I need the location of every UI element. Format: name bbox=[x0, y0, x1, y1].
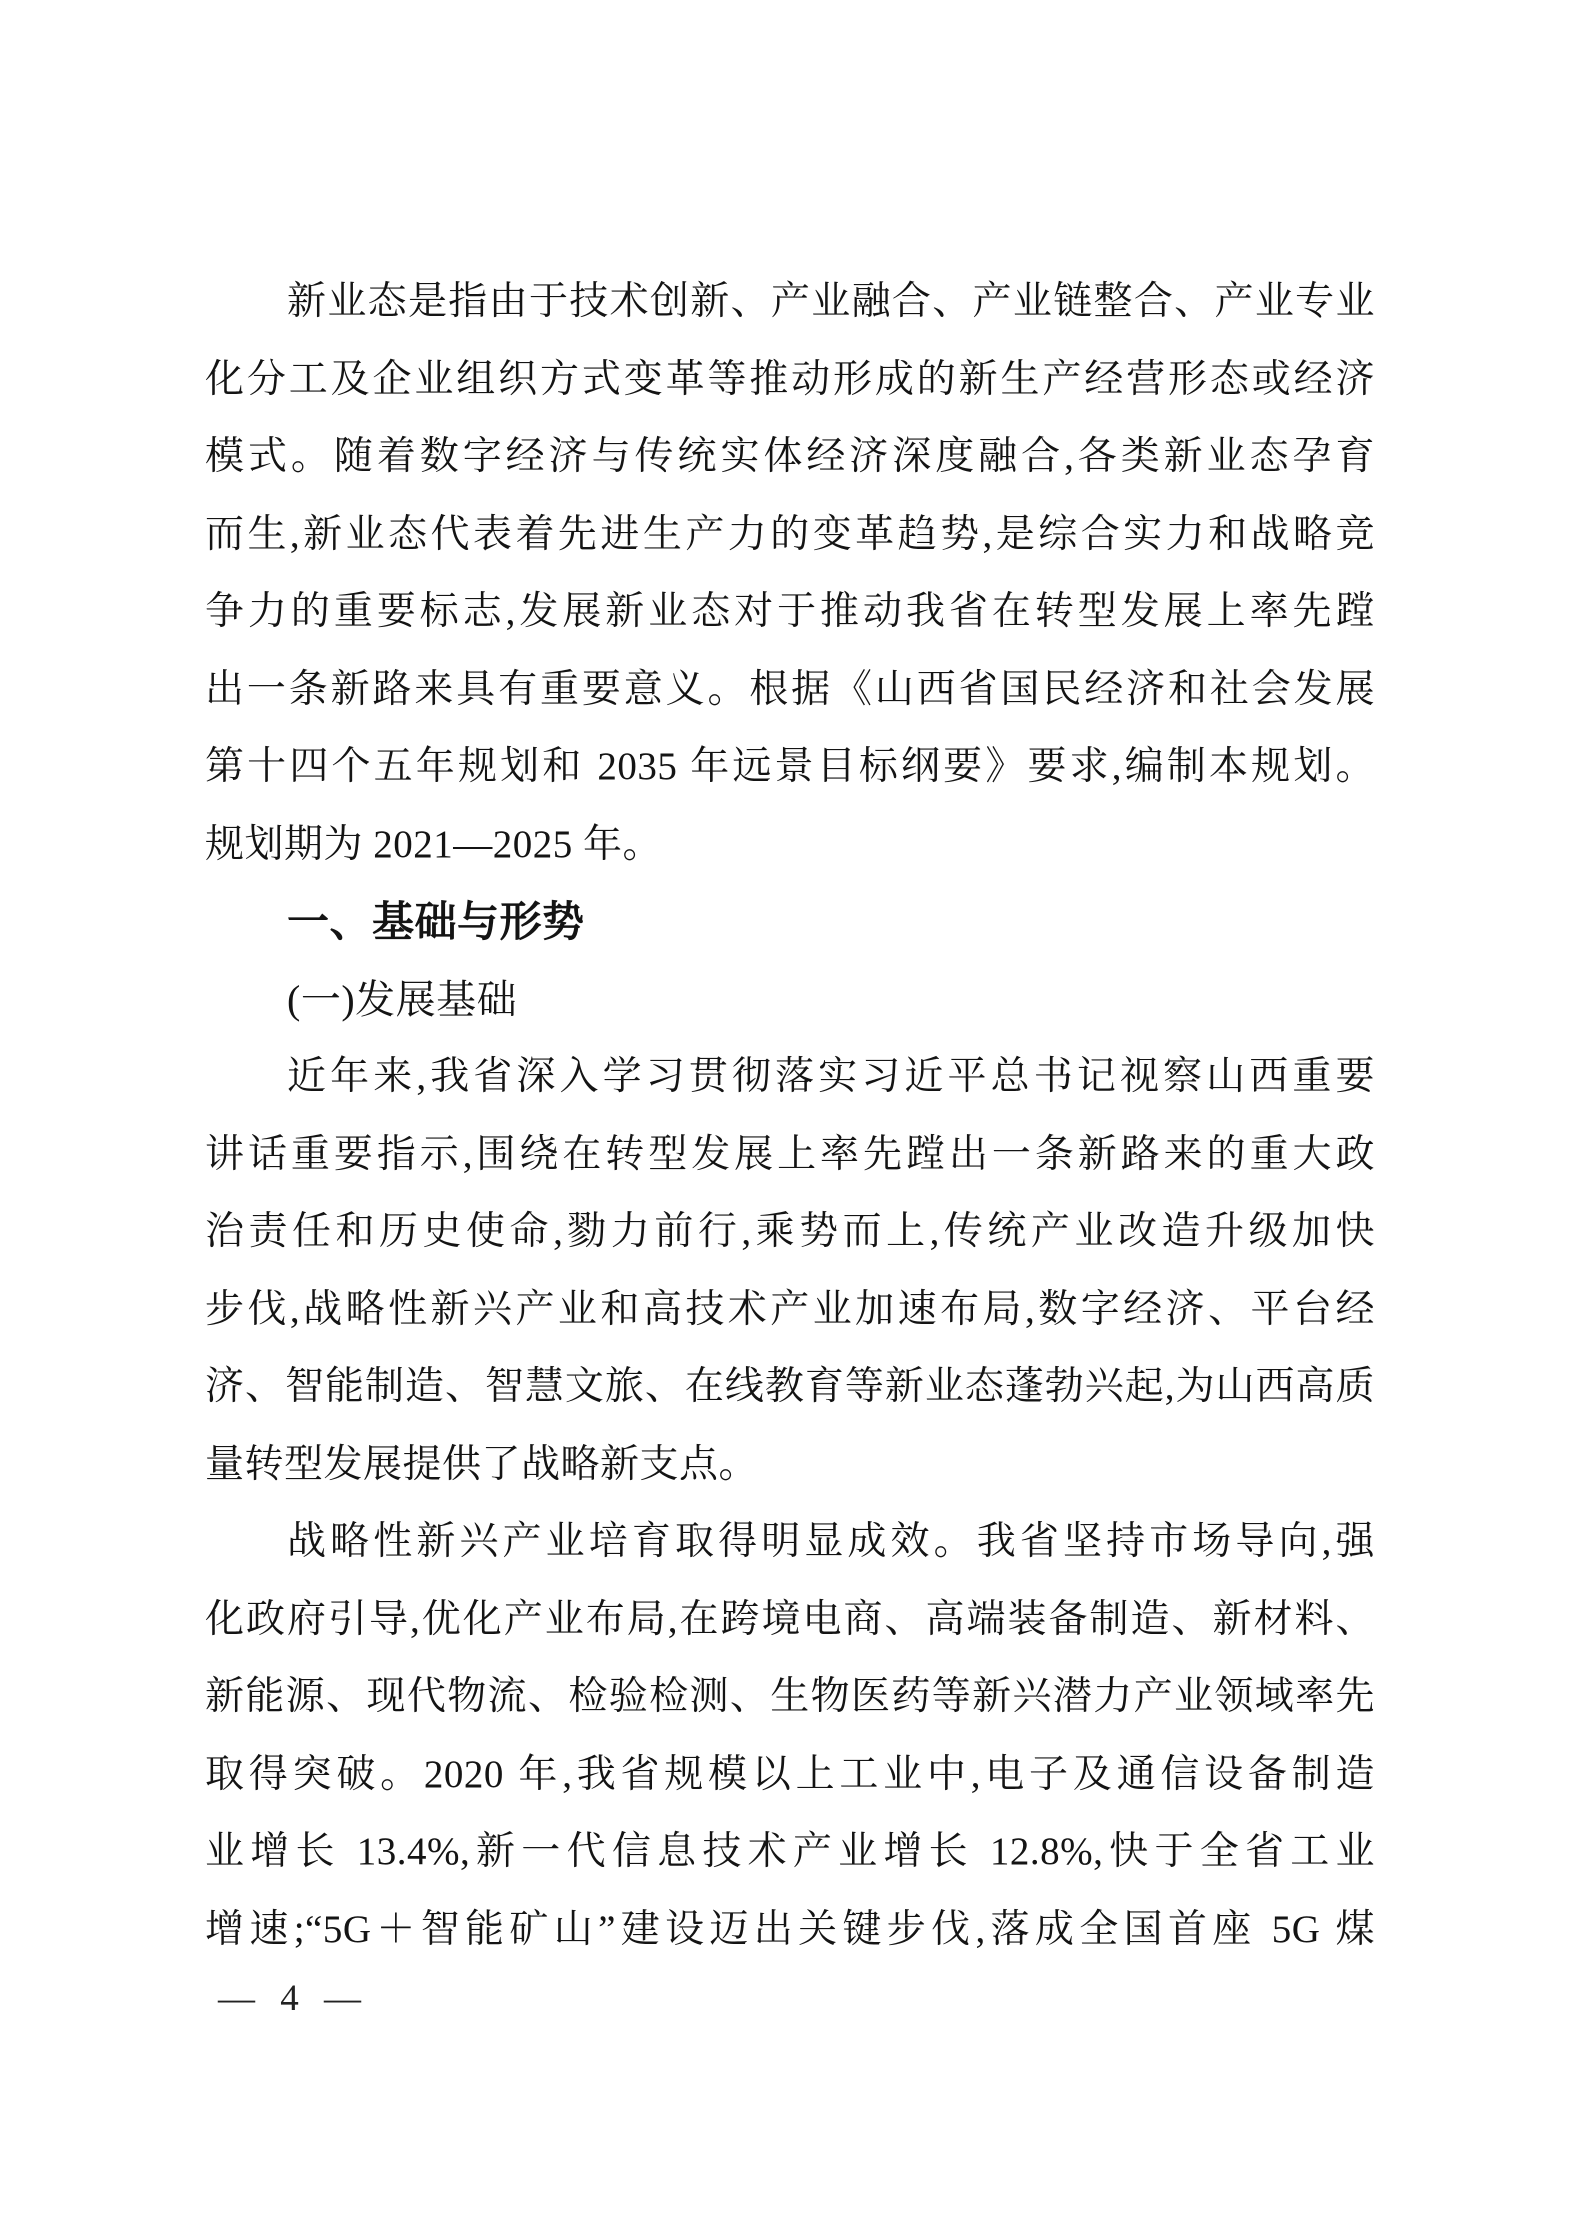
paragraph2-line-1: 近年来,我省深入学习贯彻落实习近平总书记视察山西重要 bbox=[287, 1055, 1375, 1098]
paragraph3-line-2: 化政府引导,优化产业布局,在跨境电商、高端装备制造、新材料、 bbox=[205, 1597, 1375, 1641]
subsection-heading: (一)发展基础 bbox=[287, 976, 518, 1022]
paragraph1-line-2: 化分工及企业组织方式变革等推动形成的新生产经营形态或经济 bbox=[205, 357, 1375, 401]
paragraph1-line-3: 模式。随着数字经济与传统实体经济深度融合,各类新业态孕育 bbox=[205, 435, 1375, 478]
paragraph2-line-3: 治责任和历史使命,勠力前行,乘势而上,传统产业改造升级加快 bbox=[205, 1210, 1375, 1253]
document-body bbox=[205, 263, 1375, 1968]
paragraph2-line-2: 讲话重要指示,围绕在转型发展上率先蹚出一条新路来的重大政 bbox=[205, 1132, 1375, 1176]
paragraph3-line-5: 业增长 13.4%,新一代信息技术产业增长 12.8%,快于全省工业 bbox=[205, 1830, 1375, 1873]
paragraph3-line-3: 新能源、现代物流、检验检测、生物医药等新兴潜力产业领域率先 bbox=[205, 1675, 1375, 1718]
paragraph2-line-5: 济、智能制造、智慧文旅、在线教育等新业态蓬勃兴起,为山西高质 bbox=[205, 1365, 1375, 1408]
paragraph2-line-4: 步伐,战略性新兴产业和高技术产业加速布局,数字经济、平台经 bbox=[205, 1287, 1375, 1331]
paragraph1-line-7: 第十四个五年规划和 2035 年远景目标纲要》要求,编制本规划。 bbox=[205, 745, 1375, 788]
paragraph1-line-8: 规划期为 2021—2025 年。 bbox=[205, 822, 663, 866]
paragraph2-line-6: 量转型发展提供了战略新支点。 bbox=[205, 1442, 759, 1486]
section-heading: 一、基础与形势 bbox=[287, 898, 585, 945]
page-number: — 4 — bbox=[218, 1978, 361, 2019]
paragraph1-line-4: 而生,新业态代表着先进生产力的变革趋势,是综合实力和战略竞 bbox=[205, 512, 1375, 556]
paragraph3-line-1: 战略性新兴产业培育取得明显成效。我省坚持市场导向,强 bbox=[287, 1520, 1375, 1563]
paragraph1-line-5: 争力的重要标志,发展新业态对于推动我省在转型发展上率先蹚 bbox=[205, 590, 1375, 633]
paragraph1-line-1: 新业态是指由于技术创新、产业融合、产业链整合、产业专业 bbox=[287, 280, 1375, 323]
paragraph1-line-6: 出一条新路来具有重要意义。根据《山西省国民经济和社会发展 bbox=[205, 667, 1375, 711]
paragraph3-line-4: 取得突破。2020 年,我省规模以上工业中,电子及通信设备制造 bbox=[205, 1752, 1375, 1796]
paragraph3-line-6: 增速;“5G＋智能矿山”建设迈出关键步伐,落成全国首座 5G 煤 bbox=[205, 1907, 1375, 1951]
